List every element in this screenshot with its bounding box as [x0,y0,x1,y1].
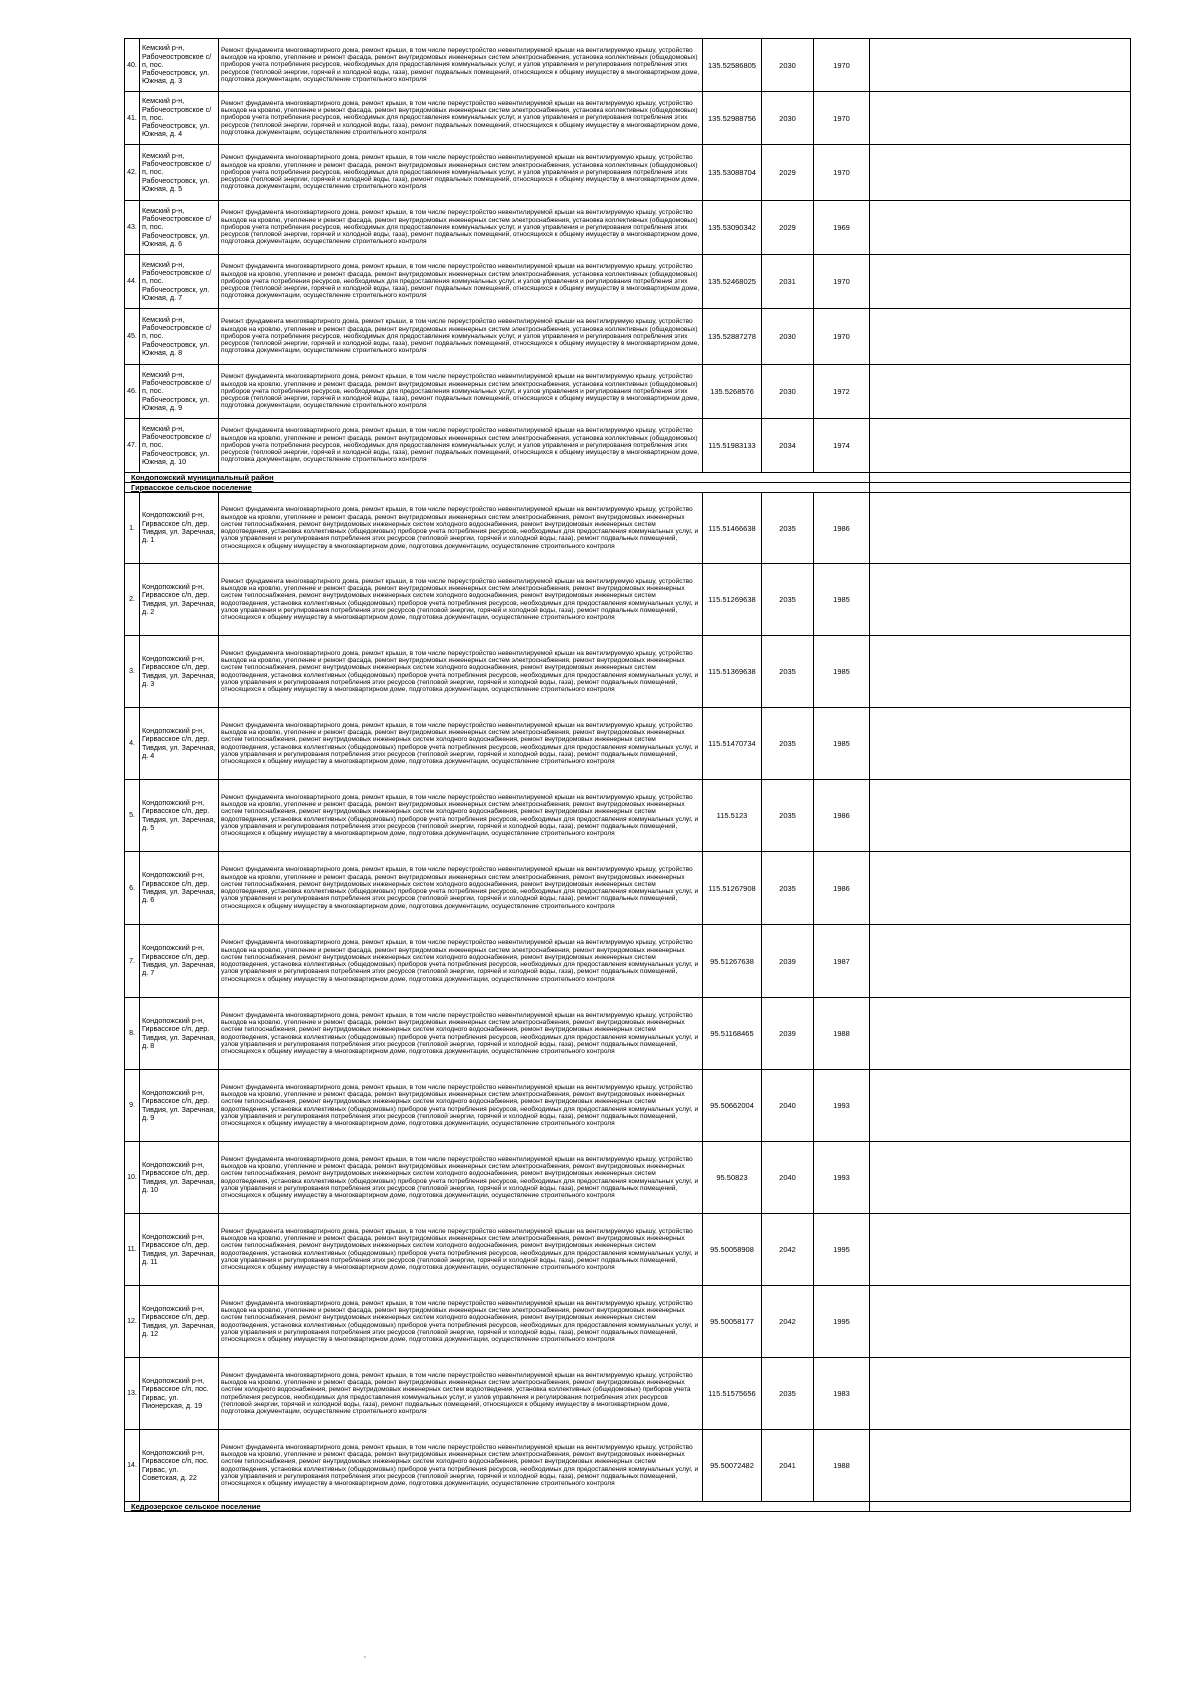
planned-year-cell: 2035 [762,636,814,708]
build-year-cell: 1993 [814,1142,870,1214]
build-year-cell: 1986 [814,852,870,925]
work-description-cell: Ремонт фундамента многоквартирного дома, ремонт крыши, в том числе переустройство невентилируемой крыши на вентилируемую крышу, устройство выходов на кровлю, утепление и ремонт фасада, ремонт внутридомовых инженерных систем электроснабжения, ремонт внутридомовых инженерных систем теплоснабжения, ремонт внутридомовых инженерных систем холодного водоснабжения, ремонт внутридомовых инженерных систем водоотведения, установка коллективных (общедомовых) приборов учета потребления ресурсов, необходимых для предоставления коммунальных услуг, и узлов управления и регулирования потребления этих ресурсов (тепловой энергии, горячей и холодной воды, газа), ремонт подвальных помещений, относящихся к общему имуществу в многоквартирном доме, подготовка документации, осуществление строительного контроля [219,636,703,708]
cost-cell: 115.51470734 [703,708,762,780]
empty-cell [870,780,1131,852]
build-year-cell: 1988 [814,998,870,1070]
row-number: 4. [125,708,140,780]
row-number: 8. [125,998,140,1070]
table-row [125,309,1131,365]
empty-cell [870,92,1131,145]
planned-year-cell: 2031 [762,255,814,309]
row-number: 6. [125,852,140,925]
build-year-cell: 1993 [814,1070,870,1142]
build-year-cell: 1970 [814,309,870,365]
build-year-cell: 1985 [814,564,870,636]
empty-cell [870,636,1131,708]
row-number: 11. [125,1214,140,1286]
address-cell: Кондопожский р-н, Гирвасское с/п, дер. Тивдия, ул. Заречная, д. 5 [140,780,219,852]
build-year-cell: 1995 [814,1286,870,1358]
empty-cell [870,1142,1131,1214]
planned-year-cell: 2034 [762,419,814,473]
table-row [125,1286,1131,1358]
table-row [125,493,1131,564]
work-description-cell: Ремонт фундамента многоквартирного дома, ремонт крыши, в том числе переустройство невентилируемой крыши на вентилируемую крышу, устройство выходов на кровлю, утепление и ремонт фасада, ремонт внутридомовых инженерных систем электроснабжения, установка коллективных (общедомовых) приборов учета потребления ресурсов, необходимых для предоставления коммунальных услуг, и узлов управления и регулирования потребления этих ресурсов (тепловой энергии, горячей и холодной воды, газа), ремонт подвальных помещений, относящихся к общему имуществу в многоквартирном доме, подготовка документации, осуществление строительного контроля [219,39,703,92]
row-number: 9. [125,1070,140,1142]
build-year-cell: 1983 [814,1358,870,1430]
work-description-cell: Ремонт фундамента многоквартирного дома, ремонт крыши, в том числе переустройство невентилируемой крыши на вентилируемую крышу, устройство выходов на кровлю, утепление и ремонт фасада, ремонт внутридомовых инженерных систем электроснабжения, ремонт внутридомовых инженерных систем теплоснабжения, ремонт внутридомовых инженерных систем холодного водоснабжения, ремонт внутридомовых инженерных систем водоотведения, установка коллективных (общедомовых) приборов учета потребления ресурсов, необходимых для предоставления коммунальных услуг, и узлов управления и регулирования потребления этих ресурсов (тепловой энергии, горячей и холодной воды, газа), ремонт подвальных помещений, относящихся к общему имуществу в многоквартирном доме, подготовка документации, осуществление строительного контроля [219,852,703,925]
cost-cell: 135.52586805 [703,39,762,92]
address-cell: Кондопожский р-н, Гирвасское с/п, дер. Тивдия, ул. Заречная, д. 11 [140,1214,219,1286]
cost-cell: 115.51267908 [703,852,762,925]
empty-cell [870,483,1131,493]
planned-year-cell: 2041 [762,1430,814,1502]
section-row [125,483,1131,493]
cost-cell: 135.52988756 [703,92,762,145]
cost-cell: 115.51983133 [703,419,762,473]
work-description-cell: Ремонт фундамента многоквартирного дома, ремонт крыши, в том числе переустройство невентилируемой крыши на вентилируемую крышу, устройство выходов на кровлю, утепление и ремонт фасада, ремонт внутридомовых инженерных систем электроснабжения, ремонт внутридомовых инженерных систем теплоснабжения, ремонт внутридомовых инженерных систем холодного водоснабжения, ремонт внутридомовых инженерных систем водоотведения, установка коллективных (общедомовых) приборов учета потребления ресурсов, необходимых для предоставления коммунальных услуг, и узлов управления и регулирования потребления этих ресурсов (тепловой энергии, горячей и холодной воды, газа), ремонт подвальных помещений, относящихся к общему имуществу в многоквартирном доме, подготовка документации, осуществление строительного контроля [219,1214,703,1286]
cost-cell: 95.50072482 [703,1430,762,1502]
planned-year-cell: 2030 [762,309,814,365]
capital-repair-table [124,38,1131,1512]
work-description-cell: Ремонт фундамента многоквартирного дома, ремонт крыши, в том числе переустройство невентилируемой крыши на вентилируемую крышу, устройство выходов на кровлю, утепление и ремонт фасада, ремонт внутридомовых инженерных систем электроснабжения, установка коллективных (общедомовых) приборов учета потребления ресурсов, необходимых для предоставления коммунальных услуг, и узлов управления и регулирования потребления этих ресурсов (тепловой энергии, горячей и холодной воды, газа), ремонт подвальных помещений, относящихся к общему имуществу в многоквартирном доме, подготовка документации, осуществление строительного контроля [219,201,703,255]
work-description-cell: Ремонт фундамента многоквартирного дома, ремонт крыши, в том числе переустройство невентилируемой крыши на вентилируемую крышу, устройство выходов на кровлю, утепление и ремонт фасада, ремонт внутридомовых инженерных систем электроснабжения, ремонт внутридомовых инженерных систем теплоснабжения, ремонт внутридомовых инженерных систем холодного водоснабжения, ремонт внутридомовых инженерных систем водоотведения, установка коллективных (общедомовых) приборов учета потребления ресурсов, необходимых для предоставления коммунальных услуг, и узлов управления и регулирования потребления этих ресурсов (тепловой энергии, горячей и холодной воды, газа), ремонт подвальных помещений, относящихся к общему имуществу в многоквартирном доме, подготовка документации, осуществление строительного контроля [219,564,703,636]
empty-cell [870,1430,1131,1502]
row-number: 12. [125,1286,140,1358]
cost-cell: 95.50058177 [703,1286,762,1358]
planned-year-cell: 2039 [762,925,814,998]
planned-year-cell: 2035 [762,1358,814,1430]
row-number: 45. [125,309,140,365]
address-cell: Кондопожский р-н, Гирвасское с/п, дер. Тивдия, ул. Заречная, д. 6 [140,852,219,925]
address-cell: Кондопожский р-н, Гирвасское с/п, дер. Тивдия, ул. Заречная, д. 7 [140,925,219,998]
row-number: 47. [125,419,140,473]
planned-year-cell: 2029 [762,145,814,201]
cost-cell: 115.51269638 [703,564,762,636]
cost-cell: 135.5268576 [703,365,762,419]
cost-cell: 95.50662004 [703,1070,762,1142]
address-cell: Кемский р-н, Рабочеостровское с/п, пос. Рабочеостровск, ул. Южная, д. 9 [140,365,219,419]
empty-cell [870,564,1131,636]
address-cell: Кемский р-н, Рабочеостровское с/п, пос. Рабочеостровск, ул. Южная, д. 8 [140,309,219,365]
row-number: 14. [125,1430,140,1502]
address-cell: Кондопожский р-н, Гирвасское с/п, пос. Гирвас, ул. Пионерская, д. 19 [140,1358,219,1430]
table-row [125,145,1131,201]
address-cell: Кемский р-н, Рабочеостровское с/п, пос. Рабочеостровск, ул. Южная, д. 10 [140,419,219,473]
build-year-cell: 1970 [814,39,870,92]
empty-cell [870,1070,1131,1142]
cost-cell: 135.53090342 [703,201,762,255]
cost-cell: 115.5123 [703,780,762,852]
work-description-cell: Ремонт фундамента многоквартирного дома, ремонт крыши, в том числе переустройство невентилируемой крыши на вентилируемую крышу, устройство выходов на кровлю, утепление и ремонт фасада, ремонт внутридомовых инженерных систем электроснабжения, установка коллективных (общедомовых) приборов учета потребления ресурсов, необходимых для предоставления коммунальных услуг, и узлов управления и регулирования потребления этих ресурсов (тепловой энергии, горячей и холодной воды, газа), ремонт подвальных помещений, относящихся к общему имуществу в многоквартирном доме, подготовка документации, осуществление строительного контроля [219,255,703,309]
table-row [125,925,1131,998]
cost-cell: 95.51168465 [703,998,762,1070]
address-cell: Кондопожский р-н, Гирвасское с/п, дер. Тивдия, ул. Заречная, д. 9 [140,1070,219,1142]
work-description-cell: Ремонт фундамента многоквартирного дома, ремонт крыши, в том числе переустройство невентилируемой крыши на вентилируемую крышу, устройство выходов на кровлю, утепление и ремонт фасада, ремонт внутридомовых инженерных систем электроснабжения, установка коллективных (общедомовых) приборов учета потребления ресурсов, необходимых для предоставления коммунальных услуг, и узлов управления и регулирования потребления этих ресурсов (тепловой энергии, горячей и холодной воды, газа), ремонт подвальных помещений, относящихся к общему имуществу в многоквартирном доме, подготовка документации, осуществление строительного контроля [219,92,703,145]
table-row [125,201,1131,255]
planned-year-cell: 2040 [762,1142,814,1214]
row-number: 40. [125,39,140,92]
address-cell: Кондопожский р-н, Гирвасское с/п, пос. Гирвас, ул. Советская, д. 22 [140,1430,219,1502]
work-description-cell: Ремонт фундамента многоквартирного дома, ремонт крыши, в том числе переустройство невентилируемой крыши на вентилируемую крышу, устройство выходов на кровлю, утепление и ремонт фасада, ремонт внутридомовых инженерных систем электроснабжения, установка коллективных (общедомовых) приборов учета потребления ресурсов, необходимых для предоставления коммунальных услуг, и узлов управления и регулирования потребления этих ресурсов (тепловой энергии, горячей и холодной воды, газа), ремонт подвальных помещений, относящихся к общему имуществу в многоквартирном доме, подготовка документации, осуществление строительного контроля [219,145,703,201]
address-cell: Кемский р-н, Рабочеостровское с/п, пос. Рабочеостровск, ул. Южная, д. 4 [140,92,219,145]
table-row [125,636,1131,708]
row-number: 2. [125,564,140,636]
empty-cell [870,255,1131,309]
empty-cell [870,852,1131,925]
empty-cell [870,1358,1131,1430]
empty-cell [870,708,1131,780]
empty-cell [870,493,1131,564]
work-description-cell: Ремонт фундамента многоквартирного дома, ремонт крыши, в том числе переустройство невентилируемой крыши на вентилируемую крышу, устройство выходов на кровлю, утепление и ремонт фасада, ремонт внутридомовых инженерных систем электроснабжения, ремонт внутридомовых инженерных систем теплоснабжения, ремонт внутридомовых инженерных систем холодного водоснабжения, ремонт внутридомовых инженерных систем водоотведения, установка коллективных (общедомовых) приборов учета потребления ресурсов, необходимых для предоставления коммунальных услуг, и узлов управления и регулирования потребления этих ресурсов (тепловой энергии, горячей и холодной воды, газа), ремонт подвальных помещений, относящихся к общему имуществу в многоквартирном доме, подготовка документации, осуществление строительного контроля [219,493,703,564]
cost-cell: 95.51267638 [703,925,762,998]
cost-cell: 115.51575656 [703,1358,762,1430]
planned-year-cell: 2042 [762,1214,814,1286]
empty-cell [870,473,1131,483]
table-row [125,419,1131,473]
work-description-cell: Ремонт фундамента многоквартирного дома, ремонт крыши, в том числе переустройство невентилируемой крыши на вентилируемую крышу, устройство выходов на кровлю, утепление и ремонт фасада, ремонт внутридомовых инженерных систем электроснабжения, ремонт внутридомовых инженерных систем теплоснабжения, ремонт внутридомовых инженерных систем холодного водоснабжения, ремонт внутридомовых инженерных систем водоотведения, установка коллективных (общедомовых) приборов учета потребления ресурсов, необходимых для предоставления коммунальных услуг, и узлов управления и регулирования потребления этих ресурсов (тепловой энергии, горячей и холодной воды, газа), ремонт подвальных помещений, относящихся к общему имуществу в многоквартирном доме, подготовка документации, осуществление строительного контроля [219,1430,703,1502]
build-year-cell: 1985 [814,708,870,780]
row-number: 46. [125,365,140,419]
address-cell: Кондопожский р-н, Гирвасское с/п, дер. Тивдия, ул. Заречная, д. 4 [140,708,219,780]
section-title: Гирвасское сельское поселение [125,483,870,493]
table-row [125,1358,1131,1430]
build-year-cell: 1995 [814,1214,870,1286]
page-speck [364,1656,366,1658]
build-year-cell: 1986 [814,493,870,564]
planned-year-cell: 2035 [762,852,814,925]
planned-year-cell: 2040 [762,1070,814,1142]
address-cell: Кондопожский р-н, Гирвасское с/п, дер. Тивдия, ул. Заречная, д. 2 [140,564,219,636]
cost-cell: 135.52468025 [703,255,762,309]
work-description-cell: Ремонт фундамента многоквартирного дома, ремонт крыши, в том числе переустройство невентилируемой крыши на вентилируемую крышу, устройство выходов на кровлю, утепление и ремонт фасада, ремонт внутридомовых инженерных систем электроснабжения, ремонт внутридомовых инженерных систем теплоснабжения, ремонт внутридомовых инженерных систем холодного водоснабжения, ремонт внутридомовых инженерных систем водоотведения, установка коллективных (общедомовых) приборов учета потребления ресурсов, необходимых для предоставления коммунальных услуг, и узлов управления и регулирования потребления этих ресурсов (тепловой энергии, горячей и холодной воды, газа), ремонт подвальных помещений, относящихся к общему имуществу в многоквартирном доме, подготовка документации, осуществление строительного контроля [219,780,703,852]
table-row [125,1070,1131,1142]
planned-year-cell: 2042 [762,1286,814,1358]
section-title: Кедрозерское сельское поселение [125,1502,870,1512]
table-row [125,365,1131,419]
build-year-cell: 1974 [814,419,870,473]
address-cell: Кондопожский р-н, Гирвасское с/п, дер. Тивдия, ул. Заречная, д. 10 [140,1142,219,1214]
address-cell: Кемский р-н, Рабочеостровское с/п, пос. Рабочеостровск, ул. Южная, д. 3 [140,39,219,92]
work-description-cell: Ремонт фундамента многоквартирного дома, ремонт крыши, в том числе переустройство невентилируемой крыши на вентилируемую крышу, устройство выходов на кровлю, утепление и ремонт фасада, ремонт внутридомовых инженерных систем электроснабжения, ремонт внутридомовых инженерных систем теплоснабжения, ремонт внутридомовых инженерных систем холодного водоснабжения, ремонт внутридомовых инженерных систем водоотведения, установка коллективных (общедомовых) приборов учета потребления ресурсов, необходимых для предоставления коммунальных услуг, и узлов управления и регулирования потребления этих ресурсов (тепловой энергии, горячей и холодной воды, газа), ремонт подвальных помещений, относящихся к общему имуществу в многоквартирном доме, подготовка документации, осуществление строительного контроля [219,708,703,780]
work-description-cell: Ремонт фундамента многоквартирного дома, ремонт крыши, в том числе переустройство невентилируемой крыши на вентилируемую крышу, устройство выходов на кровлю, утепление и ремонт фасада, ремонт внутридомовых инженерных систем электроснабжения, ремонт внутридомовых инженерных систем теплоснабжения, ремонт внутридомовых инженерных систем холодного водоснабжения, ремонт внутридомовых инженерных систем водоотведения, установка коллективных (общедомовых) приборов учета потребления ресурсов, необходимых для предоставления коммунальных услуг, и узлов управления и регулирования потребления этих ресурсов (тепловой энергии, горячей и холодной воды, газа), ремонт подвальных помещений, относящихся к общему имуществу в многоквартирном доме, подготовка документации, осуществление строительного контроля [219,1070,703,1142]
table-row [125,92,1131,145]
table-row [125,708,1131,780]
row-number: 7. [125,925,140,998]
address-cell: Кемский р-н, Рабочеостровское с/п, пос. Рабочеостровск, ул. Южная, д. 5 [140,145,219,201]
build-year-cell: 1988 [814,1430,870,1502]
work-description-cell: Ремонт фундамента многоквартирного дома, ремонт крыши, в том числе переустройство невентилируемой крыши на вентилируемую крышу, устройство выходов на кровлю, утепление и ремонт фасада, ремонт внутридомовых инженерных систем электроснабжения, ремонт внутридомовых инженерных систем теплоснабжения, ремонт внутридомовых инженерных систем холодного водоснабжения, ремонт внутридомовых инженерных систем водоотведения, установка коллективных (общедомовых) приборов учета потребления ресурсов, необходимых для предоставления коммунальных услуг, и узлов управления и регулирования потребления этих ресурсов (тепловой энергии, горячей и холодной воды, газа), ремонт подвальных помещений, относящихся к общему имуществу в многоквартирном доме, подготовка документации, осуществление строительного контроля [219,998,703,1070]
work-description-cell: Ремонт фундамента многоквартирного дома, ремонт крыши, в том числе переустройство невентилируемой крыши на вентилируемую крышу, устройство выходов на кровлю, утепление и ремонт фасада, ремонт внутридомовых инженерных систем электроснабжения, установка коллективных (общедомовых) приборов учета потребления ресурсов, необходимых для предоставления коммунальных услуг, и узлов управления и регулирования потребления этих ресурсов (тепловой энергии, горячей и холодной воды, газа), ремонт подвальных помещений, относящихся к общему имуществу в многоквартирном доме, подготовка документации, осуществление строительного контроля [219,419,703,473]
address-cell: Кондопожский р-н, Гирвасское с/п, дер. Тивдия, ул. Заречная, д. 3 [140,636,219,708]
build-year-cell: 1985 [814,636,870,708]
work-description-cell: Ремонт фундамента многоквартирного дома, ремонт крыши, в том числе переустройство невентилируемой крыши на вентилируемую крышу, устройство выходов на кровлю, утепление и ремонт фасада, ремонт внутридомовых инженерных систем электроснабжения, ремонт внутридомовых инженерных систем теплоснабжения, ремонт внутридомовых инженерных систем холодного водоснабжения, ремонт внутридомовых инженерных систем водоотведения, установка коллективных (общедомовых) приборов учета потребления ресурсов, необходимых для предоставления коммунальных услуг, и узлов управления и регулирования потребления этих ресурсов (тепловой энергии, горячей и холодной воды, газа), ремонт подвальных помещений, относящихся к общему имуществу в многоквартирном доме, подготовка документации, осуществление строительного контроля [219,925,703,998]
row-number: 43. [125,201,140,255]
empty-cell [870,998,1131,1070]
row-number: 41. [125,92,140,145]
work-description-cell: Ремонт фундамента многоквартирного дома, ремонт крыши, в том числе переустройство невентилируемой крыши на вентилируемую крышу, устройство выходов на кровлю, утепление и ремонт фасада, ремонт внутридомовых инженерных систем электроснабжения, ремонт внутридомовых инженерных систем холодного водоснабжения, ремонт внутридомовых инженерных систем водоотведения, установка коллективных (общедомовых) приборов учета потребления ресурсов, необходимых для предоставления коммунальных услуг, и узлов управления и регулирования потребления этих ресурсов (тепловой энергии, горячей и холодной воды, газа), ремонт подвальных помещений, относящихся к общему имуществу в многоквартирном доме, подготовка документации, осуществление строительного контроля [219,1358,703,1430]
planned-year-cell: 2039 [762,998,814,1070]
table-row [125,852,1131,925]
table-row [125,1430,1131,1502]
planned-year-cell: 2029 [762,201,814,255]
address-cell: Кемский р-н, Рабочеостровское с/п, пос. Рабочеостровск, ул. Южная, д. 7 [140,255,219,309]
cost-cell: 135.53088704 [703,145,762,201]
address-cell: Кемский р-н, Рабочеостровское с/п, пос. Рабочеостровск, ул. Южная, д. 6 [140,201,219,255]
address-cell: Кондопожский р-н, Гирвасское с/п, дер. Тивдия, ул. Заречная, д. 12 [140,1286,219,1358]
table-row [125,1214,1131,1286]
planned-year-cell: 2030 [762,39,814,92]
row-number: 10. [125,1142,140,1214]
address-cell: Кондопожский р-н, Гирвасское с/п, дер. Тивдия, ул. Заречная, д. 8 [140,998,219,1070]
empty-cell [870,365,1131,419]
empty-cell [870,419,1131,473]
empty-cell [870,1214,1131,1286]
empty-cell [870,39,1131,92]
table-row [125,39,1131,92]
cost-cell: 135.52887278 [703,309,762,365]
row-number: 42. [125,145,140,201]
work-description-cell: Ремонт фундамента многоквартирного дома, ремонт крыши, в том числе переустройство невентилируемой крыши на вентилируемую крышу, устройство выходов на кровлю, утепление и ремонт фасада, ремонт внутридомовых инженерных систем электроснабжения, ремонт внутридомовых инженерных систем теплоснабжения, ремонт внутридомовых инженерных систем холодного водоснабжения, ремонт внутридомовых инженерных систем водоотведения, установка коллективных (общедомовых) приборов учета потребления ресурсов, необходимых для предоставления коммунальных услуг, и узлов управления и регулирования потребления этих ресурсов (тепловой энергии, горячей и холодной воды, газа), ремонт подвальных помещений, относящихся к общему имуществу в многоквартирном доме, подготовка документации, осуществление строительного контроля [219,1142,703,1214]
row-number: 1. [125,493,140,564]
table-row [125,1142,1131,1214]
row-number: 13. [125,1358,140,1430]
planned-year-cell: 2030 [762,92,814,145]
build-year-cell: 1986 [814,780,870,852]
work-description-cell: Ремонт фундамента многоквартирного дома, ремонт крыши, в том числе переустройство невентилируемой крыши на вентилируемую крышу, устройство выходов на кровлю, утепление и ремонт фасада, ремонт внутридомовых инженерных систем электроснабжения, установка коллективных (общедомовых) приборов учета потребления ресурсов, необходимых для предоставления коммунальных услуг, и узлов управления и регулирования потребления этих ресурсов (тепловой энергии, горячей и холодной воды, газа), ремонт подвальных помещений, относящихся к общему имуществу в многоквартирном доме, подготовка документации, осуществление строительного контроля [219,365,703,419]
section-row [125,473,1131,483]
planned-year-cell: 2035 [762,780,814,852]
section-row [125,1502,1131,1512]
table-row [125,255,1131,309]
row-number: 5. [125,780,140,852]
work-description-cell: Ремонт фундамента многоквартирного дома, ремонт крыши, в том числе переустройство невентилируемой крыши на вентилируемую крышу, устройство выходов на кровлю, утепление и ремонт фасада, ремонт внутридомовых инженерных систем электроснабжения, установка коллективных (общедомовых) приборов учета потребления ресурсов, необходимых для предоставления коммунальных услуг, и узлов управления и регулирования потребления этих ресурсов (тепловой энергии, горячей и холодной воды, газа), ремонт подвальных помещений, относящихся к общему имуществу в многоквартирном доме, подготовка документации, осуществление строительного контроля [219,309,703,365]
work-description-cell: Ремонт фундамента многоквартирного дома, ремонт крыши, в том числе переустройство невентилируемой крыши на вентилируемую крышу, устройство выходов на кровлю, утепление и ремонт фасада, ремонт внутридомовых инженерных систем электроснабжения, ремонт внутридомовых инженерных систем теплоснабжения, ремонт внутридомовых инженерных систем холодного водоснабжения, ремонт внутридомовых инженерных систем водоотведения, установка коллективных (общедомовых) приборов учета потребления ресурсов, необходимых для предоставления коммунальных услуг, и узлов управления и регулирования потребления этих ресурсов (тепловой энергии, горячей и холодной воды, газа), ремонт подвальных помещений, относящихся к общему имуществу в многоквартирном доме, подготовка документации, осуществление строительного контроля [219,1286,703,1358]
cost-cell: 115.51369638 [703,636,762,708]
build-year-cell: 1972 [814,365,870,419]
section-title: Кондопожский муниципальный район [125,473,870,483]
empty-cell [870,145,1131,201]
build-year-cell: 1987 [814,925,870,998]
row-number: 3. [125,636,140,708]
table-row [125,998,1131,1070]
planned-year-cell: 2035 [762,564,814,636]
empty-cell [870,1502,1131,1512]
cost-cell: 95.50823 [703,1142,762,1214]
empty-cell [870,309,1131,365]
address-cell: Кондопожский р-н, Гирвасское с/п, дер. Тивдия, ул. Заречная, д. 1 [140,493,219,564]
cost-cell: 115.51466638 [703,493,762,564]
planned-year-cell: 2030 [762,365,814,419]
empty-cell [870,201,1131,255]
table-row [125,564,1131,636]
empty-cell [870,1286,1131,1358]
build-year-cell: 1970 [814,145,870,201]
empty-cell [870,925,1131,998]
planned-year-cell: 2035 [762,708,814,780]
planned-year-cell: 2035 [762,493,814,564]
build-year-cell: 1970 [814,255,870,309]
build-year-cell: 1969 [814,201,870,255]
build-year-cell: 1970 [814,92,870,145]
table-row [125,780,1131,852]
row-number: 44. [125,255,140,309]
cost-cell: 95.50058908 [703,1214,762,1286]
